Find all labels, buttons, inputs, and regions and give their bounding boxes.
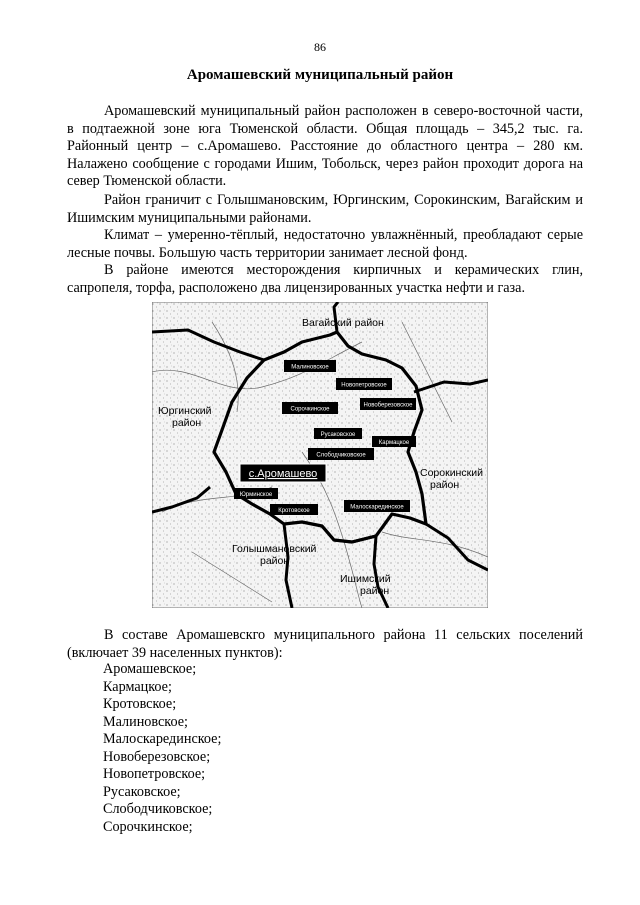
map-label-vagai: Вагайский район <box>302 317 384 329</box>
map-label-yurga-2: район <box>172 417 202 429</box>
paragraph-composition: В составе Аромашевскго муниципального района 11 сельских поселений (включает 39 населенных пунктов): <box>67 627 583 661</box>
list-item: Слободчиковское; <box>103 801 213 817</box>
map-label-sorokino-2: район <box>430 479 460 491</box>
map-district-center: с.Аромашево <box>248 468 318 480</box>
list-item: Малиновское; <box>103 713 188 730</box>
map-label-sorokino-1: Сорокинский <box>420 467 483 479</box>
settlement-list <box>103 661 221 836</box>
map-settlement-malinovskoe: Малиновское <box>291 364 329 371</box>
list-item: Кротовское; <box>103 696 177 712</box>
map-label-ishim-1: Ишимский <box>340 573 391 585</box>
map-settlement-sorochkinskoe: Сорочкинское <box>290 406 330 413</box>
map-settlement-yurminskoe: Юрминское <box>239 492 273 498</box>
list-item: Кармацкое; <box>103 678 172 695</box>
list-item: Сорочкинское; <box>103 818 193 835</box>
paragraph-climate: Климат – умеренно-тёплый, недостаточно увлажнённый, преобладают серые лесные почвы. Большую часть территории занимает лесной фонд. <box>67 227 583 261</box>
map-label-golysh-2: район <box>260 555 290 567</box>
district-map <box>152 302 488 608</box>
page-title: Аромашевский муниципальный район <box>186 67 454 83</box>
map-settlement-maloskaredinskoe: Малоскарединское <box>350 504 404 511</box>
list-item: Новопетровское; <box>103 766 206 782</box>
map-settlement-slobodchikovskoe: Слободчиковское <box>316 452 366 459</box>
list-item: Русаковское; <box>103 783 181 800</box>
page-number: 86 <box>314 40 326 54</box>
map-settlement-krotovskoe: Кротовское <box>278 508 310 514</box>
map-settlement-rusakovskoe: Русаковское <box>320 432 356 438</box>
map-settlement-novopetrovskoe: Новопетровское <box>341 382 387 389</box>
list-item: Новоберезовское; <box>103 748 211 765</box>
map-label-yurga-1: Юргинский <box>158 405 212 417</box>
paragraph-location: Аромашевский муниципальный район расположен в северо-восточной части, в подтаежной зоне юга Тюменской области. Общая площадь – 345,2 тыс. га. Районный центр – с.Аромашево. Расстояние до областного центра – 280 км. Налажено сообщение с городами Ишим, Тобольск, через район проходит дорога на север Тюменской области. <box>67 103 583 189</box>
map-settlement-novoberezovskoe: Новоберезовское <box>363 402 413 409</box>
map-label-golysh-1: Голышмановский <box>232 543 317 555</box>
list-item: Малоскарединское; <box>103 731 222 747</box>
paragraph-borders: Район граничит с Голышмановским, Юргинским, Сорокинским, Вагайским и Ишимским муниципальными районами. <box>67 192 583 226</box>
map-label-ishim-2: район <box>360 585 390 597</box>
map-settlement-karmatskoe: Кармацкое <box>378 440 410 446</box>
list-item: Аромашевское; <box>103 661 197 677</box>
paragraph-resources: В районе имеются месторождения кирпичных и керамических глин, сапропеля, торфа, расположено два лицензированных участка нефти и газа. <box>67 262 583 296</box>
